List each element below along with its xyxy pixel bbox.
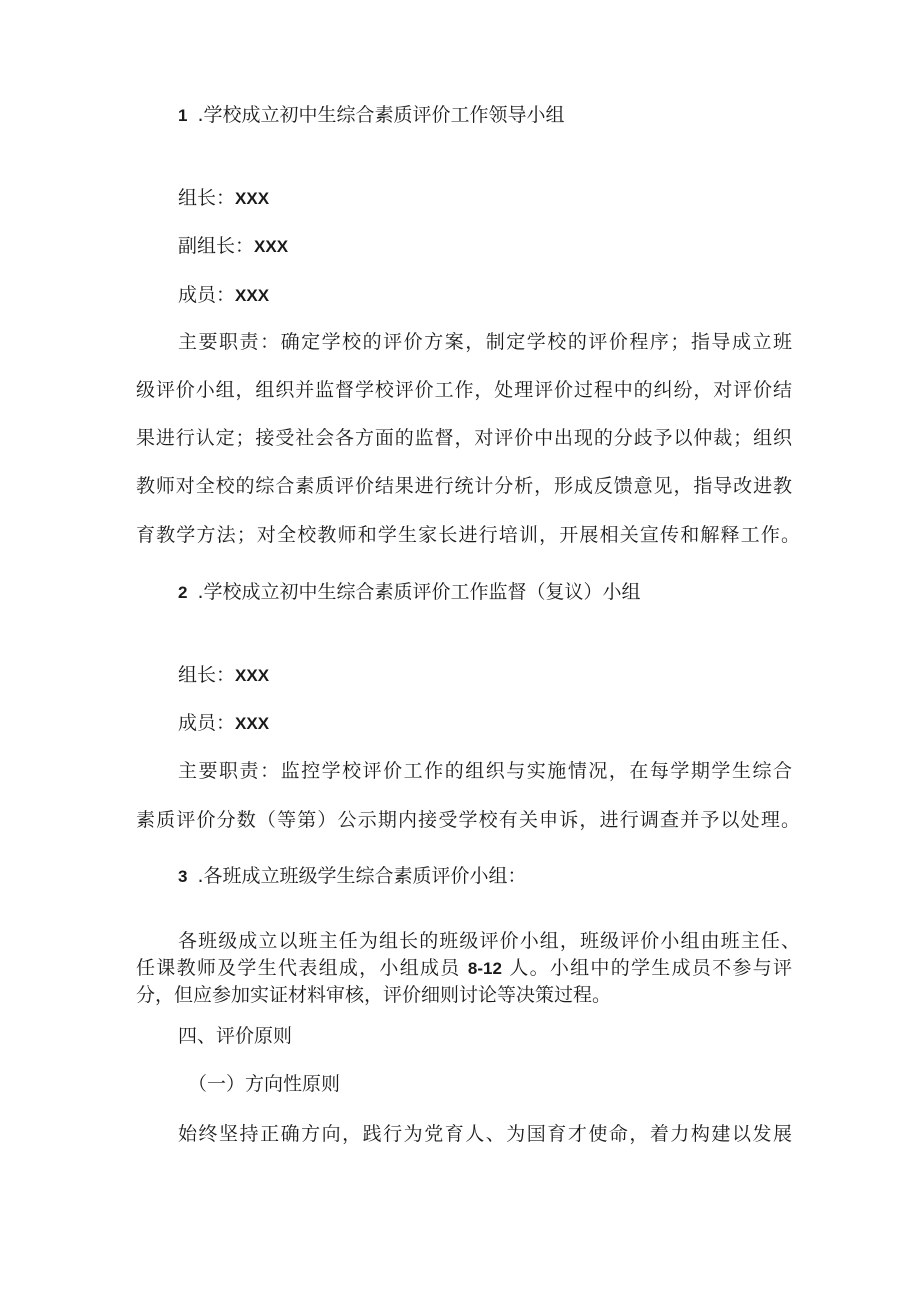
members-label: 成员： [178,712,236,734]
group3-line [136,956,792,981]
group3-member-count: 8-12 [467,959,502,978]
group1-duty-line: 主要职责：确定学校的评价方案，制定学校的评价程序；指导成立班 [178,331,792,353]
heading-3-number: 3 [178,867,188,886]
group3-line2-before: 任课教师及学生代表组成，小组成员 [136,957,468,979]
heading-1-text: .学校成立初中生综合素质评价工作领导小组 [197,104,565,126]
group2-duty-line: 主要职责：监控学校评价工作的组织与实施情况，在每学期学生综合 [178,760,792,782]
deputy-label: 副组长： [178,235,255,257]
heading-2-number: 2 [178,583,188,602]
section-heading-2 [178,580,641,605]
group3-line2-after: 人。小组中的学生成员不参与评 [501,957,793,979]
group2-duty-line: 素质评价分数（等第）公示期内接受学校有关申诉，进行调查并予以处理。 [136,809,800,831]
heading-1-number: 1 [178,106,188,125]
group2-members [178,711,269,736]
group3-line: 分，但应参加实证材料审核，评价细则讨论等决策过程。 [136,984,612,1006]
members-label: 成员： [178,284,236,306]
body-text-line: 始终坚持正确方向，践行为党育人、为国育才使命，着力构建以发展 [178,1123,792,1145]
group1-duty-line: 果进行认定；接受社会各方面的监督，对评价中出现的分歧予以仲裁；组织 [136,427,792,449]
group3-line: 各班级成立以班主任为组长的班级评价小组，班级评价小组由班主任、 [178,930,800,952]
section-heading-3 [178,864,527,889]
section-heading-1 [178,103,565,128]
leader-value: XXX [235,189,270,208]
deputy-value: XXX [254,237,289,256]
heading-3-text: .各班成立班级学生综合素质评价小组： [197,865,527,887]
members-value: XXX [235,714,270,733]
members-value: XXX [235,286,270,305]
leader-value: XXX [235,666,270,685]
group1-leader [178,186,269,211]
group1-members [178,283,269,308]
group1-deputy [178,234,288,259]
leader-label: 组长： [178,187,236,209]
group1-duty-line: 育教学方法；对全校教师和学生家长进行培训，开展相关宣传和解释工作。 [136,524,800,546]
section-4-title: 四、评价原则 [178,1025,293,1047]
leader-label: 组长： [178,664,236,686]
group1-duty-line: 教师对全校的综合素质评价结果进行统计分析，形成反馈意见，指导改进教 [136,475,792,497]
subsection-title: （一）方向性原则 [188,1073,341,1095]
heading-2-text: .学校成立初中生综合素质评价工作监督（复议）小组 [197,581,641,603]
group1-duty-line: 级评价小组，组织并监督学校评价工作，处理评价过程中的纠纷，对评价结 [136,379,792,401]
group2-leader [178,663,269,688]
